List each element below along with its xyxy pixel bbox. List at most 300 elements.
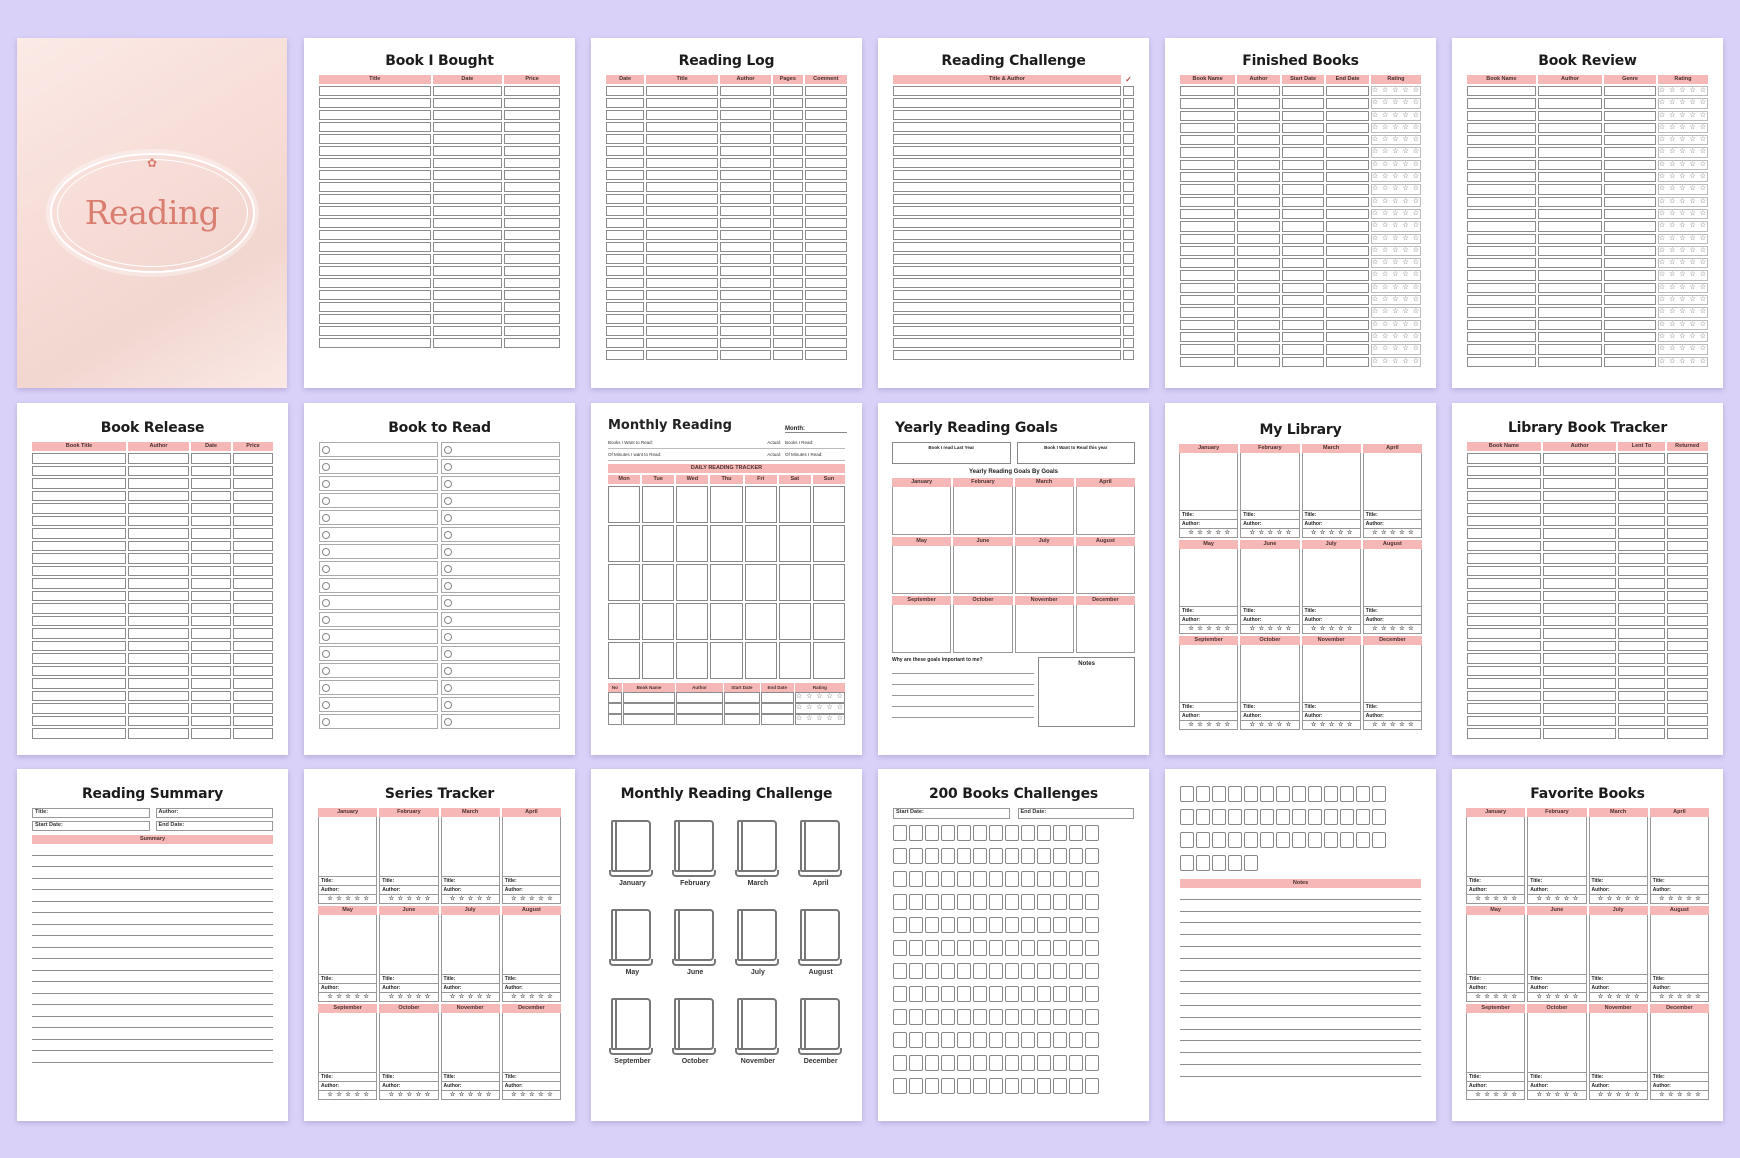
book-square[interactable] — [909, 986, 923, 1002]
month-card[interactable] — [1527, 1004, 1586, 1100]
table-cell[interactable] — [1604, 307, 1656, 317]
table-cell[interactable] — [1282, 246, 1325, 256]
book-square[interactable] — [973, 917, 987, 933]
month-box[interactable] — [441, 1013, 500, 1073]
rating-stars[interactable]: ☆ ☆ ☆ ☆ ☆ — [1658, 332, 1708, 342]
table-cell[interactable] — [233, 678, 273, 689]
rating-stars[interactable]: ☆ ☆ ☆ ☆ ☆ — [1658, 123, 1708, 133]
table-cell[interactable] — [319, 122, 431, 132]
rating-stars[interactable]: ☆ ☆ ☆ ☆ ☆ — [1658, 357, 1708, 367]
title-field[interactable]: Title: — [1527, 877, 1586, 886]
table-cell[interactable] — [1180, 234, 1235, 244]
table-cell[interactable] — [1282, 270, 1325, 280]
rating-stars[interactable]: ☆ ☆ ☆ ☆ ☆ — [1371, 172, 1421, 182]
table-cell[interactable] — [191, 478, 231, 489]
book-square[interactable] — [1180, 809, 1194, 825]
table-cell[interactable] — [191, 541, 231, 552]
table-cell[interactable] — [1467, 221, 1536, 231]
month-card[interactable] — [892, 537, 951, 594]
book-square[interactable] — [909, 1078, 923, 1094]
checkbox[interactable] — [1123, 218, 1134, 228]
table-cell[interactable] — [128, 491, 189, 502]
book-square[interactable] — [941, 871, 955, 887]
table-cell[interactable] — [433, 158, 503, 168]
table-cell[interactable] — [623, 714, 675, 725]
table-cell[interactable] — [433, 314, 503, 324]
month-card[interactable] — [892, 478, 951, 535]
table-cell[interactable] — [1538, 123, 1602, 133]
table-cell[interactable] — [646, 134, 718, 144]
book-square[interactable] — [1037, 1055, 1051, 1071]
book-square[interactable] — [1005, 825, 1019, 841]
to-read-row[interactable] — [319, 544, 438, 559]
table-cell[interactable] — [504, 218, 560, 228]
table-cell[interactable] — [1538, 160, 1602, 170]
book-square[interactable] — [1053, 963, 1067, 979]
table-cell[interactable] — [1604, 184, 1656, 194]
rating-stars[interactable]: ☆ ☆ ☆ ☆ ☆ — [1466, 1091, 1525, 1100]
book-square[interactable] — [973, 1055, 987, 1071]
table-cell[interactable] — [233, 478, 273, 489]
calendar-day[interactable] — [710, 525, 742, 562]
table-cell[interactable] — [1667, 491, 1708, 502]
checkbox-circle[interactable] — [322, 616, 330, 624]
table-cell[interactable] — [1326, 160, 1369, 170]
table-cell[interactable] — [1326, 307, 1369, 317]
book-square[interactable] — [973, 825, 987, 841]
table-cell[interactable] — [1180, 172, 1235, 182]
table-cell[interactable] — [128, 666, 189, 677]
table-cell[interactable] — [1543, 603, 1617, 614]
table-cell[interactable] — [128, 516, 189, 527]
book-square[interactable] — [1037, 848, 1051, 864]
author-field[interactable]: Author: — [1363, 520, 1422, 529]
table-cell[interactable] — [1467, 184, 1536, 194]
write-line[interactable] — [1180, 1018, 1421, 1030]
book-square[interactable] — [1340, 786, 1354, 802]
table-cell[interactable] — [1326, 147, 1369, 157]
table-cell[interactable] — [1237, 135, 1280, 145]
checkbox[interactable] — [1123, 338, 1134, 348]
book-square[interactable] — [1069, 871, 1083, 887]
table-cell[interactable] — [128, 503, 189, 514]
month-box[interactable] — [1363, 549, 1422, 607]
month-box[interactable] — [1240, 549, 1299, 607]
table-cell[interactable] — [191, 616, 231, 627]
table-cell[interactable] — [773, 170, 803, 180]
table-cell[interactable] — [233, 703, 273, 714]
calendar-day[interactable] — [745, 603, 777, 640]
month-card[interactable] — [1302, 636, 1361, 730]
table-cell[interactable] — [1237, 283, 1280, 293]
table-cell[interactable] — [646, 302, 718, 312]
rating-stars[interactable]: ☆ ☆ ☆ ☆ ☆ — [318, 1091, 377, 1100]
table-cell[interactable] — [1467, 320, 1536, 330]
book-square[interactable] — [957, 940, 971, 956]
table-cell[interactable] — [233, 716, 273, 727]
table-cell[interactable] — [128, 628, 189, 639]
table-cell[interactable] — [1538, 86, 1602, 96]
book-square[interactable] — [1228, 832, 1242, 848]
table-cell[interactable] — [1282, 295, 1325, 305]
rating-stars[interactable]: ☆ ☆ ☆ ☆ ☆ — [318, 993, 377, 1002]
rating-stars[interactable]: ☆ ☆ ☆ ☆ ☆ — [1650, 895, 1709, 904]
table-cell[interactable] — [1467, 528, 1541, 539]
table-cell[interactable] — [233, 528, 273, 539]
table-cell[interactable] — [1326, 283, 1369, 293]
to-read-row[interactable] — [441, 714, 560, 729]
table-cell[interactable] — [319, 86, 431, 96]
book-square[interactable] — [1069, 963, 1083, 979]
write-line[interactable] — [32, 982, 273, 994]
book-square[interactable] — [1085, 963, 1099, 979]
book-square[interactable] — [1021, 871, 1035, 887]
write-line[interactable] — [892, 685, 1034, 696]
title-field[interactable]: Title: — [1466, 975, 1525, 984]
table-cell[interactable] — [1618, 478, 1664, 489]
table-cell[interactable] — [1538, 246, 1602, 256]
month-box[interactable] — [892, 487, 951, 535]
table-cell[interactable] — [606, 110, 644, 120]
table-cell[interactable] — [676, 692, 723, 703]
month-card[interactable] — [1015, 537, 1074, 594]
book-square[interactable] — [1212, 786, 1226, 802]
write-line[interactable] — [1180, 900, 1421, 912]
rating-stars[interactable]: ☆ ☆ ☆ ☆ ☆ — [1466, 895, 1525, 904]
table-cell[interactable] — [319, 98, 431, 108]
table-cell[interactable] — [1237, 344, 1280, 354]
table-cell[interactable] — [32, 503, 126, 514]
checkbox-circle[interactable] — [322, 497, 330, 505]
table-cell[interactable] — [893, 242, 1121, 252]
table-cell[interactable] — [319, 326, 431, 336]
table-cell[interactable] — [433, 230, 503, 240]
book-square[interactable] — [1372, 832, 1386, 848]
checkbox-circle[interactable] — [322, 548, 330, 556]
rating-stars[interactable]: ☆ ☆ ☆ ☆ ☆ — [1363, 721, 1422, 730]
table-cell[interactable] — [32, 466, 126, 477]
checkbox[interactable] — [1123, 122, 1134, 132]
table-cell[interactable] — [1618, 491, 1664, 502]
book-square[interactable] — [925, 894, 939, 910]
rating-stars[interactable]: ☆ ☆ ☆ ☆ ☆ — [1658, 209, 1708, 219]
table-cell[interactable] — [1667, 503, 1708, 514]
calendar-day[interactable] — [608, 525, 640, 562]
book-square[interactable] — [1260, 786, 1274, 802]
table-cell[interactable] — [128, 603, 189, 614]
table-cell[interactable] — [433, 182, 503, 192]
book-square[interactable] — [973, 1032, 987, 1048]
table-cell[interactable] — [720, 206, 771, 216]
table-cell[interactable] — [1538, 147, 1602, 157]
table-cell[interactable] — [319, 290, 431, 300]
table-cell[interactable] — [1667, 466, 1708, 477]
table-cell[interactable] — [233, 591, 273, 602]
table-cell[interactable] — [1282, 357, 1325, 367]
table-cell[interactable] — [646, 122, 718, 132]
book-square[interactable] — [909, 825, 923, 841]
table-cell[interactable] — [1326, 320, 1369, 330]
table-cell[interactable] — [1667, 728, 1708, 739]
table-cell[interactable] — [1326, 295, 1369, 305]
title-field[interactable]: Title: — [1363, 511, 1422, 520]
book-square[interactable] — [1037, 1009, 1051, 1025]
table-cell[interactable] — [433, 98, 503, 108]
table-cell[interactable] — [720, 290, 771, 300]
table-cell[interactable] — [1467, 503, 1541, 514]
table-cell[interactable] — [191, 528, 231, 539]
rating-stars[interactable]: ☆ ☆ ☆ ☆ ☆ — [1302, 721, 1361, 730]
month-box[interactable] — [1179, 549, 1238, 607]
book-square[interactable] — [1005, 871, 1019, 887]
table-cell[interactable] — [1467, 246, 1536, 256]
book-square[interactable] — [957, 1032, 971, 1048]
month-card[interactable] — [1363, 444, 1422, 538]
checkbox-circle[interactable] — [444, 616, 452, 624]
book-square[interactable] — [1005, 940, 1019, 956]
calendar-day[interactable] — [642, 642, 674, 679]
rating-stars[interactable]: ☆ ☆ ☆ ☆ ☆ — [1371, 344, 1421, 354]
book-square[interactable] — [925, 1055, 939, 1071]
write-line[interactable] — [1180, 947, 1421, 959]
rating-stars[interactable]: ☆ ☆ ☆ ☆ ☆ — [1650, 1091, 1709, 1100]
month-box[interactable] — [1302, 645, 1361, 703]
book-square[interactable] — [909, 917, 923, 933]
table-cell[interactable] — [233, 603, 273, 614]
table-cell[interactable] — [32, 591, 126, 602]
book-square[interactable] — [1085, 1032, 1099, 1048]
month-card[interactable] — [1179, 636, 1238, 730]
table-cell[interactable] — [1467, 123, 1536, 133]
checkbox-circle[interactable] — [444, 463, 452, 471]
table-cell[interactable] — [1604, 320, 1656, 330]
month-card[interactable] — [1466, 808, 1525, 904]
book-square[interactable] — [1372, 786, 1386, 802]
month-box[interactable] — [1015, 546, 1074, 594]
table-cell[interactable] — [1467, 344, 1536, 354]
month-book[interactable] — [601, 909, 664, 976]
table-cell[interactable] — [128, 678, 189, 689]
table-cell[interactable] — [805, 194, 847, 204]
title-field[interactable]: Title: — [318, 975, 377, 984]
book-square[interactable] — [989, 871, 1003, 887]
table-cell[interactable] — [433, 338, 503, 348]
table-cell[interactable] — [646, 110, 718, 120]
table-cell[interactable] — [646, 230, 718, 240]
table-cell[interactable] — [720, 314, 771, 324]
book-square[interactable] — [1085, 894, 1099, 910]
table-cell[interactable] — [128, 716, 189, 727]
book-square[interactable] — [989, 1078, 1003, 1094]
table-cell[interactable] — [32, 678, 126, 689]
checkbox-circle[interactable] — [444, 497, 452, 505]
month-field[interactable]: Month: — [785, 426, 847, 433]
table-cell[interactable] — [893, 170, 1121, 180]
table-cell[interactable] — [893, 314, 1121, 324]
book-square[interactable] — [957, 986, 971, 1002]
table-cell[interactable] — [646, 218, 718, 228]
table-cell[interactable] — [606, 182, 644, 192]
rating-stars[interactable]: ☆ ☆ ☆ ☆ ☆ — [1302, 625, 1361, 634]
book-square[interactable] — [1085, 871, 1099, 887]
rating-stars[interactable]: ☆ ☆ ☆ ☆ ☆ — [441, 1091, 500, 1100]
month-box[interactable] — [318, 817, 377, 877]
to-read-row[interactable] — [319, 629, 438, 644]
table-cell[interactable] — [433, 326, 503, 336]
author-field[interactable]: Author: — [1650, 984, 1709, 993]
calendar-day[interactable] — [745, 642, 777, 679]
month-card[interactable] — [1589, 906, 1648, 1002]
table-cell[interactable] — [128, 616, 189, 627]
book-square[interactable] — [1244, 832, 1258, 848]
to-read-row[interactable] — [441, 646, 560, 661]
book-square[interactable] — [941, 894, 955, 910]
write-line[interactable] — [32, 1028, 273, 1040]
author-field[interactable]: Author: — [1527, 886, 1586, 895]
rating-stars[interactable]: ☆ ☆ ☆ ☆ ☆ — [1658, 270, 1708, 280]
title-field[interactable]: Title: — [1240, 607, 1299, 616]
book-square[interactable] — [941, 825, 955, 841]
month-card[interactable] — [1589, 808, 1648, 904]
author-field[interactable]: Author: — [379, 886, 438, 895]
write-line[interactable] — [1180, 1053, 1421, 1065]
table-cell[interactable] — [1538, 135, 1602, 145]
table-cell[interactable] — [1467, 86, 1536, 96]
month-box[interactable] — [1527, 817, 1586, 877]
table-cell[interactable] — [1282, 344, 1325, 354]
book-square[interactable] — [1037, 1032, 1051, 1048]
table-cell[interactable] — [191, 678, 231, 689]
table-cell[interactable] — [805, 122, 847, 132]
book-square[interactable] — [1180, 855, 1194, 871]
table-cell[interactable] — [720, 338, 771, 348]
table-cell[interactable] — [1467, 491, 1541, 502]
to-read-row[interactable] — [441, 442, 560, 457]
month-card[interactable] — [1650, 906, 1709, 1002]
calendar-day[interactable] — [779, 564, 811, 601]
table-cell[interactable] — [233, 641, 273, 652]
write-line[interactable] — [32, 948, 273, 960]
book-square[interactable] — [909, 1032, 923, 1048]
table-cell[interactable] — [1326, 86, 1369, 96]
month-box[interactable] — [1179, 453, 1238, 511]
table-cell[interactable] — [433, 206, 503, 216]
table-cell[interactable] — [1538, 172, 1602, 182]
rating-stars[interactable]: ☆ ☆ ☆ ☆ ☆ — [1658, 184, 1708, 194]
table-cell[interactable] — [1180, 344, 1235, 354]
rating-stars[interactable]: ☆ ☆ ☆ ☆ ☆ — [1658, 246, 1708, 256]
rating-stars[interactable]: ☆ ☆ ☆ ☆ ☆ — [1363, 625, 1422, 634]
table-cell[interactable] — [893, 194, 1121, 204]
table-cell[interactable] — [233, 691, 273, 702]
table-cell[interactable] — [504, 134, 560, 144]
title-field[interactable]: Title: — [379, 877, 438, 886]
table-cell[interactable] — [1237, 160, 1280, 170]
table-cell[interactable] — [1467, 716, 1541, 727]
book-square[interactable] — [1292, 809, 1306, 825]
table-cell[interactable] — [319, 302, 431, 312]
table-cell[interactable] — [893, 290, 1121, 300]
book-square[interactable] — [1053, 1078, 1067, 1094]
month-card[interactable] — [1302, 540, 1361, 634]
checkbox-circle[interactable] — [444, 565, 452, 573]
table-cell[interactable] — [805, 86, 847, 96]
table-cell[interactable] — [1282, 307, 1325, 317]
to-read-row[interactable] — [319, 646, 438, 661]
title-field[interactable]: Title: — [1527, 1073, 1586, 1082]
table-cell[interactable] — [319, 338, 431, 348]
title-field[interactable]: Title: — [1179, 703, 1238, 712]
table-cell[interactable] — [1326, 344, 1369, 354]
table-cell[interactable] — [1667, 691, 1708, 702]
table-cell[interactable] — [233, 453, 273, 464]
title-field[interactable]: Title: — [502, 975, 561, 984]
checkbox-circle[interactable] — [444, 684, 452, 692]
month-card[interactable] — [318, 906, 377, 1002]
checkbox-circle[interactable] — [322, 463, 330, 471]
table-cell[interactable] — [1538, 307, 1602, 317]
book-square[interactable] — [1005, 1055, 1019, 1071]
book-square[interactable] — [1069, 986, 1083, 1002]
calendar-day[interactable] — [779, 603, 811, 640]
table-cell[interactable] — [233, 466, 273, 477]
table-cell[interactable] — [32, 728, 126, 739]
table-cell[interactable] — [1618, 516, 1664, 527]
table-cell[interactable] — [1467, 307, 1536, 317]
book-square[interactable] — [1085, 825, 1099, 841]
table-cell[interactable] — [233, 553, 273, 564]
table-cell[interactable] — [646, 314, 718, 324]
rating-stars[interactable]: ☆ ☆ ☆ ☆ ☆ — [1371, 98, 1421, 108]
table-cell[interactable] — [893, 122, 1121, 132]
table-cell[interactable] — [1667, 566, 1708, 577]
table-cell[interactable] — [1543, 666, 1617, 677]
month-box[interactable] — [1302, 453, 1361, 511]
table-cell[interactable] — [805, 170, 847, 180]
book-square[interactable] — [909, 963, 923, 979]
table-cell[interactable] — [606, 350, 644, 360]
write-line[interactable] — [32, 879, 273, 891]
calendar-day[interactable] — [676, 525, 708, 562]
book-square[interactable] — [1005, 894, 1019, 910]
rating-stars[interactable]: ☆ ☆ ☆ ☆ ☆ — [1658, 197, 1708, 207]
write-line[interactable] — [32, 1017, 273, 1029]
table-cell[interactable] — [191, 641, 231, 652]
table-cell[interactable] — [1467, 541, 1541, 552]
table-cell[interactable] — [773, 350, 803, 360]
title-field[interactable]: Title: — [1589, 877, 1648, 886]
table-cell[interactable] — [433, 254, 503, 264]
book-square[interactable] — [1005, 963, 1019, 979]
table-cell[interactable] — [893, 254, 1121, 264]
calendar-day[interactable] — [642, 564, 674, 601]
table-cell[interactable] — [1326, 357, 1369, 367]
book-square[interactable] — [1085, 1078, 1099, 1094]
table-cell[interactable] — [1618, 703, 1664, 714]
table-cell[interactable] — [805, 182, 847, 192]
month-card[interactable] — [1650, 808, 1709, 904]
checkbox[interactable] — [1123, 350, 1134, 360]
month-box[interactable] — [1527, 915, 1586, 975]
table-cell[interactable] — [606, 86, 644, 96]
calendar-day[interactable] — [676, 486, 708, 523]
rating-stars[interactable]: ☆ ☆ ☆ ☆ ☆ — [1527, 1091, 1586, 1100]
rating-stars[interactable]: ☆ ☆ ☆ ☆ ☆ — [1589, 895, 1648, 904]
table-cell[interactable] — [608, 714, 622, 725]
table-cell[interactable] — [606, 314, 644, 324]
checkbox[interactable] — [1123, 290, 1134, 300]
checkbox-circle[interactable] — [444, 701, 452, 709]
